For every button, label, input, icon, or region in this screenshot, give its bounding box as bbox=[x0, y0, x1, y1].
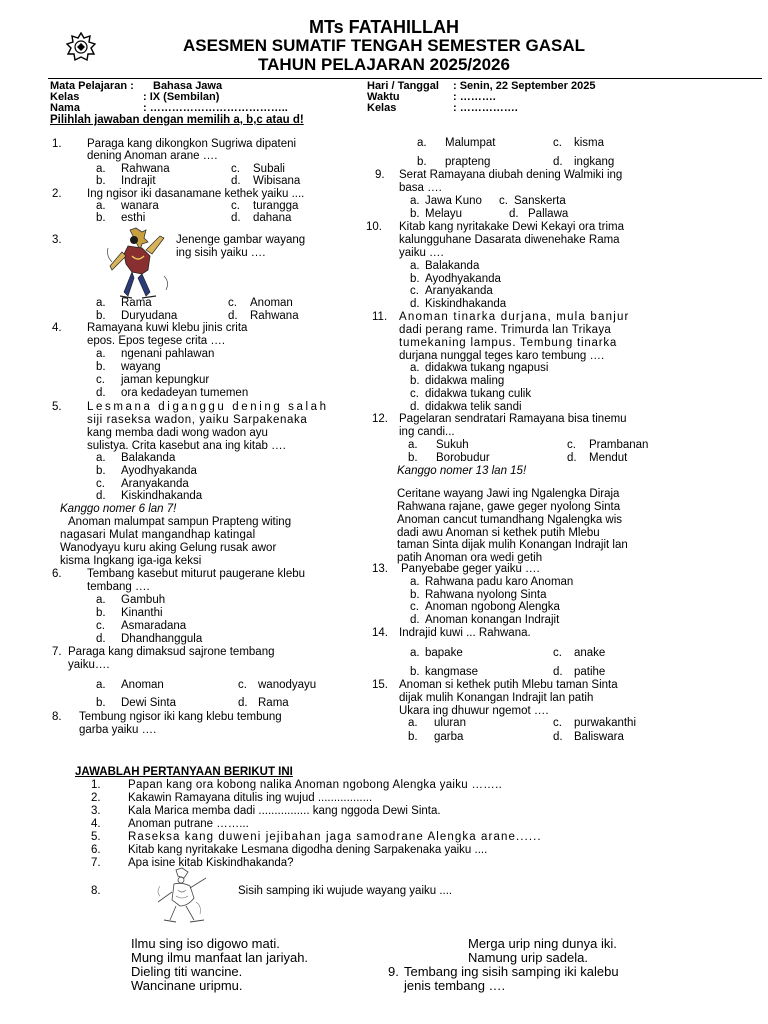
group-13-15-title: Kanggo nomer 13 lan 15! bbox=[397, 465, 527, 477]
q2-b-text: esthi bbox=[121, 212, 146, 224]
q7-text-2: yaiku…. bbox=[68, 659, 110, 671]
q5-text-3: kang memba dadi wong wadon ayu bbox=[87, 427, 268, 439]
q4-c-label: c. bbox=[96, 374, 105, 386]
q15-text-2: dijak mulih Konangan Indrajit lan patih bbox=[399, 692, 594, 704]
academic-year: TAHUN PELAJARAN 2025/2026 bbox=[258, 55, 510, 74]
q7-d-text: Rama bbox=[258, 697, 289, 709]
q10-a-text: Balakanda bbox=[425, 260, 480, 272]
q4-text-2: epos. Epos tegese crita …. bbox=[87, 335, 226, 347]
q8-text-2: garba yaiku …. bbox=[79, 724, 157, 736]
essay-2-number: 2. bbox=[91, 792, 101, 804]
q12-b-label: b. bbox=[408, 452, 418, 464]
q8-text-1: Tembung ngisor iki kang klebu tembung bbox=[79, 711, 282, 723]
q1-a-label: a. bbox=[96, 163, 106, 175]
q8-c-label: c. bbox=[553, 137, 562, 149]
q14-c-label: c. bbox=[553, 647, 562, 659]
q11-a-text: didakwa tukang ngapusi bbox=[425, 362, 549, 374]
essay-9-text-2: jenis tembang …. bbox=[404, 978, 506, 993]
q13-a-label: a. bbox=[410, 576, 420, 588]
q4-text-1: Ramayana kuwi klebu jinis crita bbox=[87, 322, 248, 334]
q10-text-3: yaiku …. bbox=[399, 247, 444, 259]
q1-d-label: d. bbox=[231, 175, 241, 187]
q2-c-text: turangga bbox=[253, 200, 299, 212]
poem-line-3: Dieling titi wancine. bbox=[131, 964, 243, 979]
q3-b-text: Duryudana bbox=[121, 310, 178, 322]
q9-b-label: b. bbox=[410, 208, 420, 220]
q5-b-label: b. bbox=[96, 465, 106, 477]
waktu-value: : ………. bbox=[453, 91, 496, 103]
essay-4-number: 4. bbox=[91, 818, 101, 830]
q5-c-text: Aranyakanda bbox=[121, 478, 189, 490]
header-rule bbox=[48, 78, 762, 79]
q6-d-label: d. bbox=[96, 633, 106, 645]
q10-number: 10. bbox=[366, 221, 382, 233]
q11-b-label: b. bbox=[410, 375, 420, 387]
q10-d-text: Kiskindhakanda bbox=[425, 298, 507, 310]
kelas-label: Kelas bbox=[50, 91, 80, 103]
q1-text-2: dening Anoman arane …. bbox=[87, 150, 218, 162]
q13-c-label: c. bbox=[410, 601, 419, 613]
q8-c-text: kisma bbox=[574, 137, 605, 149]
q15-b-label: b. bbox=[408, 731, 418, 743]
q14-b-label: b. bbox=[410, 666, 420, 678]
group-6-7-line-2: nagasari Mulat mangandhap katingal bbox=[60, 529, 256, 541]
q6-b-label: b. bbox=[96, 607, 106, 619]
q15-d-label: d. bbox=[553, 731, 563, 743]
q6-text-1: Tembang kasebut miturut paugerane klebu bbox=[87, 568, 306, 580]
q1-number: 1. bbox=[52, 138, 62, 150]
group-6-7-line-1: Anoman malumpat sampun Prapteng witing bbox=[68, 516, 292, 528]
wayang-sketch-image bbox=[152, 866, 216, 924]
essay-1-text: Papan kang ora kobong nalika Anoman ngobong Alengka yaiku …….. bbox=[128, 779, 503, 791]
q5-b-text: Ayodhyakanda bbox=[121, 465, 197, 477]
q14-number: 14. bbox=[372, 627, 388, 639]
q8-a-text: Malumpat bbox=[445, 137, 496, 149]
q3-text-1: Jenenge gambar wayang bbox=[176, 234, 306, 246]
group-13-15-line-2: Rahwana rajane, gawe geger nyolong Sinta bbox=[397, 501, 621, 513]
waktu-label: Waktu bbox=[367, 91, 400, 103]
q10-c-text: Aranyakanda bbox=[425, 285, 493, 297]
q1-c-text: Subali bbox=[253, 163, 285, 175]
nama-value: : ……………………………….. bbox=[143, 102, 288, 114]
group-6-7-title: Kanggo nomer 6 lan 7! bbox=[60, 503, 177, 515]
q2-b-label: b. bbox=[96, 212, 106, 224]
q11-text-1: Anoman tinarka durjana, mula banjur bbox=[399, 311, 630, 323]
q3-d-text: Rahwana bbox=[250, 310, 299, 322]
q9-text-2: basa …. bbox=[399, 182, 442, 194]
q8-b-label: b. bbox=[417, 156, 427, 168]
q6-number: 6. bbox=[52, 568, 62, 580]
q15-b-text: garba bbox=[434, 731, 464, 743]
q5-d-label: d. bbox=[96, 490, 106, 502]
q12-d-text: Mendut bbox=[589, 452, 628, 464]
essay-title: JAWABLAH PERTANYAAN BERIKUT INI bbox=[75, 766, 293, 778]
q14-d-label: d. bbox=[553, 666, 563, 678]
wayang-rahwana-image bbox=[102, 226, 174, 300]
q4-a-label: a. bbox=[96, 348, 106, 360]
q5-d-text: Kiskindhakanda bbox=[121, 490, 203, 502]
q2-number: 2. bbox=[52, 188, 62, 200]
q15-c-label: c. bbox=[553, 717, 562, 729]
q9-d-label: d. bbox=[509, 208, 519, 220]
group-13-15-line-1: Ceritane wayang Jawi ing Ngalengka Diraja bbox=[397, 488, 620, 500]
q3-c-label: c. bbox=[228, 297, 237, 309]
hari-value: : Senin, 22 September 2025 bbox=[453, 80, 596, 92]
q8-b-text: prapteng bbox=[445, 156, 491, 168]
q11-d-text: didakwa telik sandi bbox=[425, 401, 522, 413]
q2-text-1: Ing ngisor iki dasanamane kethek yaiku .... bbox=[87, 188, 305, 200]
q2-d-label: d. bbox=[231, 212, 241, 224]
essay-3-text: Kala Marica memba dadi ................ kang nggoda Dewi Sinta. bbox=[128, 805, 441, 817]
q5-number: 5. bbox=[52, 401, 62, 413]
q10-a-label: a. bbox=[410, 260, 420, 272]
q7-c-text: wanodyayu bbox=[258, 679, 317, 691]
q4-number: 4. bbox=[52, 322, 62, 334]
q15-text-3: Ukara ing dhuwur ngemot …. bbox=[399, 705, 549, 717]
q13-number: 13. bbox=[372, 563, 388, 575]
q8-number: 8. bbox=[52, 711, 62, 723]
q9-text-1: Serat Ramayana diubah dening Walmiki ing bbox=[399, 169, 623, 181]
poem-line-6: Namung urip sadela. bbox=[468, 950, 588, 965]
q9-a-text: Jawa Kuno bbox=[425, 195, 482, 207]
q12-number: 12. bbox=[372, 413, 388, 425]
group-13-15-line-3: Anoman cancut tumandhang Ngalengka wis bbox=[397, 514, 623, 526]
hari-label: Hari / Tanggal bbox=[367, 80, 439, 92]
mapel-label: Mata Pelajaran : bbox=[50, 80, 134, 92]
q3-a-text: Rama bbox=[121, 297, 152, 309]
q1-d-text: Wibisana bbox=[253, 175, 301, 187]
q12-text-1: Pagelaran sendratari Ramayana bisa tinemu bbox=[399, 413, 627, 425]
q11-d-label: d. bbox=[410, 401, 420, 413]
q10-d-label: d. bbox=[410, 298, 420, 310]
essay-6-number: 6. bbox=[91, 844, 101, 856]
q1-b-label: b. bbox=[96, 175, 106, 187]
q6-text-2: tembang …. bbox=[87, 581, 150, 593]
q7-number: 7. bbox=[52, 646, 62, 658]
school-name: MTs FATAHILLAH bbox=[309, 17, 459, 37]
q4-d-text: ora kedadeyan tumemen bbox=[121, 387, 249, 399]
q6-c-text: Asmaradana bbox=[121, 620, 187, 632]
group-13-15-line-6: patih Anoman ora wedi getih bbox=[397, 552, 543, 564]
q5-text-2: siji raseksa wadon, yaiku Sarpakenaka bbox=[87, 414, 308, 426]
q14-a-text: bapake bbox=[425, 647, 463, 659]
essay-3-number: 3. bbox=[91, 805, 101, 817]
essay-8-number: 8. bbox=[91, 885, 101, 897]
q6-c-label: c. bbox=[96, 620, 105, 632]
q11-c-text: didakwa tukang culik bbox=[425, 388, 532, 400]
q15-number: 15. bbox=[372, 679, 388, 691]
q14-d-text: patihe bbox=[574, 666, 606, 678]
q15-d-text: Baliswara bbox=[574, 731, 624, 743]
q3-b-label: b. bbox=[96, 310, 106, 322]
essay-9-text-1: Tembang ing sisih samping iki kalebu bbox=[404, 964, 619, 979]
q9-d-text: Pallawa bbox=[528, 208, 569, 220]
q4-a-text: ngenani pahlawan bbox=[121, 348, 215, 360]
q7-b-text: Dewi Sinta bbox=[121, 697, 176, 709]
instruction: Pilihlah jawaban dengan memilih a, b,c atau d! bbox=[50, 114, 304, 126]
kelas2-label: Kelas bbox=[367, 102, 397, 114]
q12-b-text: Borobudur bbox=[436, 452, 490, 464]
kelas2-value: : ……………. bbox=[453, 102, 518, 114]
q1-a-text: Rahwana bbox=[121, 163, 170, 175]
q10-text-1: Kitab kang nyritakake Dewi Kekayi ora trima bbox=[399, 221, 624, 233]
poem-line-4: Wancinane uripmu. bbox=[131, 978, 243, 993]
q3-c-text: Anoman bbox=[250, 297, 293, 309]
essay-5-text: Raseksa kang duweni jejibahan jaga samodrane Alengka arane...... bbox=[128, 831, 542, 843]
q6-d-text: Dhandhanggula bbox=[121, 633, 203, 645]
q4-b-text: wayang bbox=[121, 361, 161, 373]
q7-a-label: a. bbox=[96, 679, 106, 691]
q10-c-label: c. bbox=[410, 285, 419, 297]
q2-a-text: wanara bbox=[121, 200, 159, 212]
q4-c-text: jaman kepungkur bbox=[121, 374, 210, 386]
q8-d-text: ingkang bbox=[574, 156, 615, 168]
q12-c-text: Prambanan bbox=[589, 439, 649, 451]
q3-text-2: ing sisih yaiku …. bbox=[176, 247, 266, 259]
q12-a-text: Sukuh bbox=[436, 439, 469, 451]
q13-c-text: Anoman ngobong Alengka bbox=[425, 601, 560, 613]
q11-number: 11. bbox=[372, 311, 388, 323]
essay-5-number: 5. bbox=[91, 831, 101, 843]
q1-text-1: Paraga kang dikongkon Sugriwa dipateni bbox=[87, 138, 297, 150]
q2-d-text: dahana bbox=[253, 212, 292, 224]
q8-a-label: a. bbox=[417, 137, 427, 149]
q11-text-4: durjana nunggal teges karo tembung …. bbox=[399, 350, 605, 362]
q7-b-label: b. bbox=[96, 697, 106, 709]
q13-b-text: Rahwana nyolong Sinta bbox=[425, 589, 547, 601]
q6-a-text: Gambuh bbox=[121, 594, 166, 606]
q14-b-text: kangmase bbox=[425, 666, 479, 678]
essay-4-text: Anoman putrane ……... bbox=[128, 818, 249, 830]
q13-d-text: Anoman konangan Indrajit bbox=[425, 614, 560, 626]
essay-6-text: Kitab kang nyritakake Lesmana digodha dening Sarpakenaka yaiku .... bbox=[128, 844, 488, 856]
q3-number: 3. bbox=[52, 234, 62, 246]
q7-a-text: Anoman bbox=[121, 679, 164, 691]
essay-1-number: 1. bbox=[91, 779, 101, 791]
q15-c-text: purwakanthi bbox=[574, 717, 637, 729]
exam-title: ASESMEN SUMATIF TENGAH SEMESTER GASAL bbox=[182, 36, 586, 55]
q9-a-label: a. bbox=[410, 195, 420, 207]
group-13-15-line-4: dadi awu Anoman si kethek putih Mlebu bbox=[397, 527, 600, 539]
q15-a-label: a. bbox=[408, 717, 418, 729]
q10-b-label: b. bbox=[410, 273, 420, 285]
q6-a-label: a. bbox=[96, 594, 106, 606]
q1-b-text: Indrajit bbox=[121, 175, 156, 187]
q12-a-label: a. bbox=[408, 439, 418, 451]
group-13-15-line-5: taman Sinta dijak mulih Konangan Indrajit lan bbox=[397, 539, 628, 551]
essay-7-number: 7. bbox=[91, 857, 101, 869]
q5-text-4: sulistya. Crita kasebut ana ing kitab …. bbox=[87, 440, 286, 452]
kelas-value: : IX (Sembilan) bbox=[143, 91, 220, 103]
q13-d-label: d. bbox=[410, 614, 420, 626]
poem-line-2: Mung ilmu manfaat lan jariyah. bbox=[131, 950, 309, 965]
q9-c-text: Sanskerta bbox=[514, 195, 566, 207]
essay-2-text: Kakawin Ramayana ditulis ing wujud ................. bbox=[128, 792, 373, 804]
poem-line-1: Ilmu sing iso digowo mati. bbox=[131, 936, 280, 951]
q13-text-1: Panyebabe geger yaiku …. bbox=[401, 563, 540, 575]
q6-b-text: Kinanthi bbox=[121, 607, 163, 619]
q13-a-text: Rahwana padu karo Anoman bbox=[425, 576, 574, 588]
q8-d-label: d. bbox=[553, 156, 563, 168]
q14-text-1: Indrajid kuwi ... Rahwana. bbox=[399, 627, 531, 639]
essay-8-text: Sisih samping iki wujude wayang yaiku .... bbox=[238, 885, 453, 897]
q2-a-label: a. bbox=[96, 200, 106, 212]
q2-c-label: c. bbox=[231, 200, 240, 212]
q11-text-2: dadi perang rame. Trimurda lan Trikaya bbox=[399, 324, 612, 336]
q3-a-label: a. bbox=[96, 297, 106, 309]
q12-text-2: ing candi... bbox=[399, 426, 455, 438]
q10-b-text: Ayodhyakanda bbox=[425, 273, 501, 285]
q1-c-label: c. bbox=[231, 163, 240, 175]
q14-a-label: a. bbox=[410, 647, 420, 659]
q15-a-text: uluran bbox=[434, 717, 466, 729]
q4-d-label: d. bbox=[96, 387, 106, 399]
q11-c-label: c. bbox=[410, 388, 419, 400]
q5-c-label: c. bbox=[96, 478, 105, 490]
group-6-7-line-3: Wanodyayu kuru aking Gelung rusak awor bbox=[60, 542, 277, 554]
q11-b-text: didakwa maling bbox=[425, 375, 505, 387]
q9-number: 9. bbox=[375, 169, 385, 181]
nama-label: Nama bbox=[50, 102, 80, 114]
q9-c-label: c. bbox=[499, 195, 508, 207]
q11-text-3: tumekaning lampus. Tembung tinarka bbox=[399, 337, 618, 349]
q5-a-label: a. bbox=[96, 452, 106, 464]
poem-line-5: Merga urip ning dunya iki. bbox=[468, 936, 617, 951]
q4-b-label: b. bbox=[96, 361, 106, 373]
q15-text-1: Anoman si kethek putih Mlebu taman Sinta bbox=[399, 679, 618, 691]
q9-b-text: Melayu bbox=[425, 208, 463, 220]
q11-a-label: a. bbox=[410, 362, 420, 374]
essay-9-number: 9. bbox=[388, 964, 399, 979]
q7-d-label: d. bbox=[238, 697, 248, 709]
q10-text-2: kalungguhane Dasarata diwenehake Rama bbox=[399, 234, 620, 246]
group-6-7-line-4: kisma Ingkang iga-iga keksi bbox=[60, 555, 202, 567]
essay-7-text: Apa isine kitab Kiskindhakanda? bbox=[128, 857, 294, 869]
q3-d-label: d. bbox=[228, 310, 238, 322]
q12-c-label: c. bbox=[567, 439, 576, 451]
q7-c-label: c. bbox=[238, 679, 247, 691]
q5-text-1: Lesmana diganggu dening salah bbox=[87, 401, 329, 413]
q13-b-label: b. bbox=[410, 589, 420, 601]
q12-d-label: d. bbox=[567, 452, 577, 464]
q7-text-1: Paraga kang dimaksud sajrone tembang bbox=[68, 646, 275, 658]
q14-c-text: anake bbox=[574, 647, 606, 659]
q5-a-text: Balakanda bbox=[121, 452, 176, 464]
mapel-value: Bahasa Jawa bbox=[153, 80, 223, 92]
